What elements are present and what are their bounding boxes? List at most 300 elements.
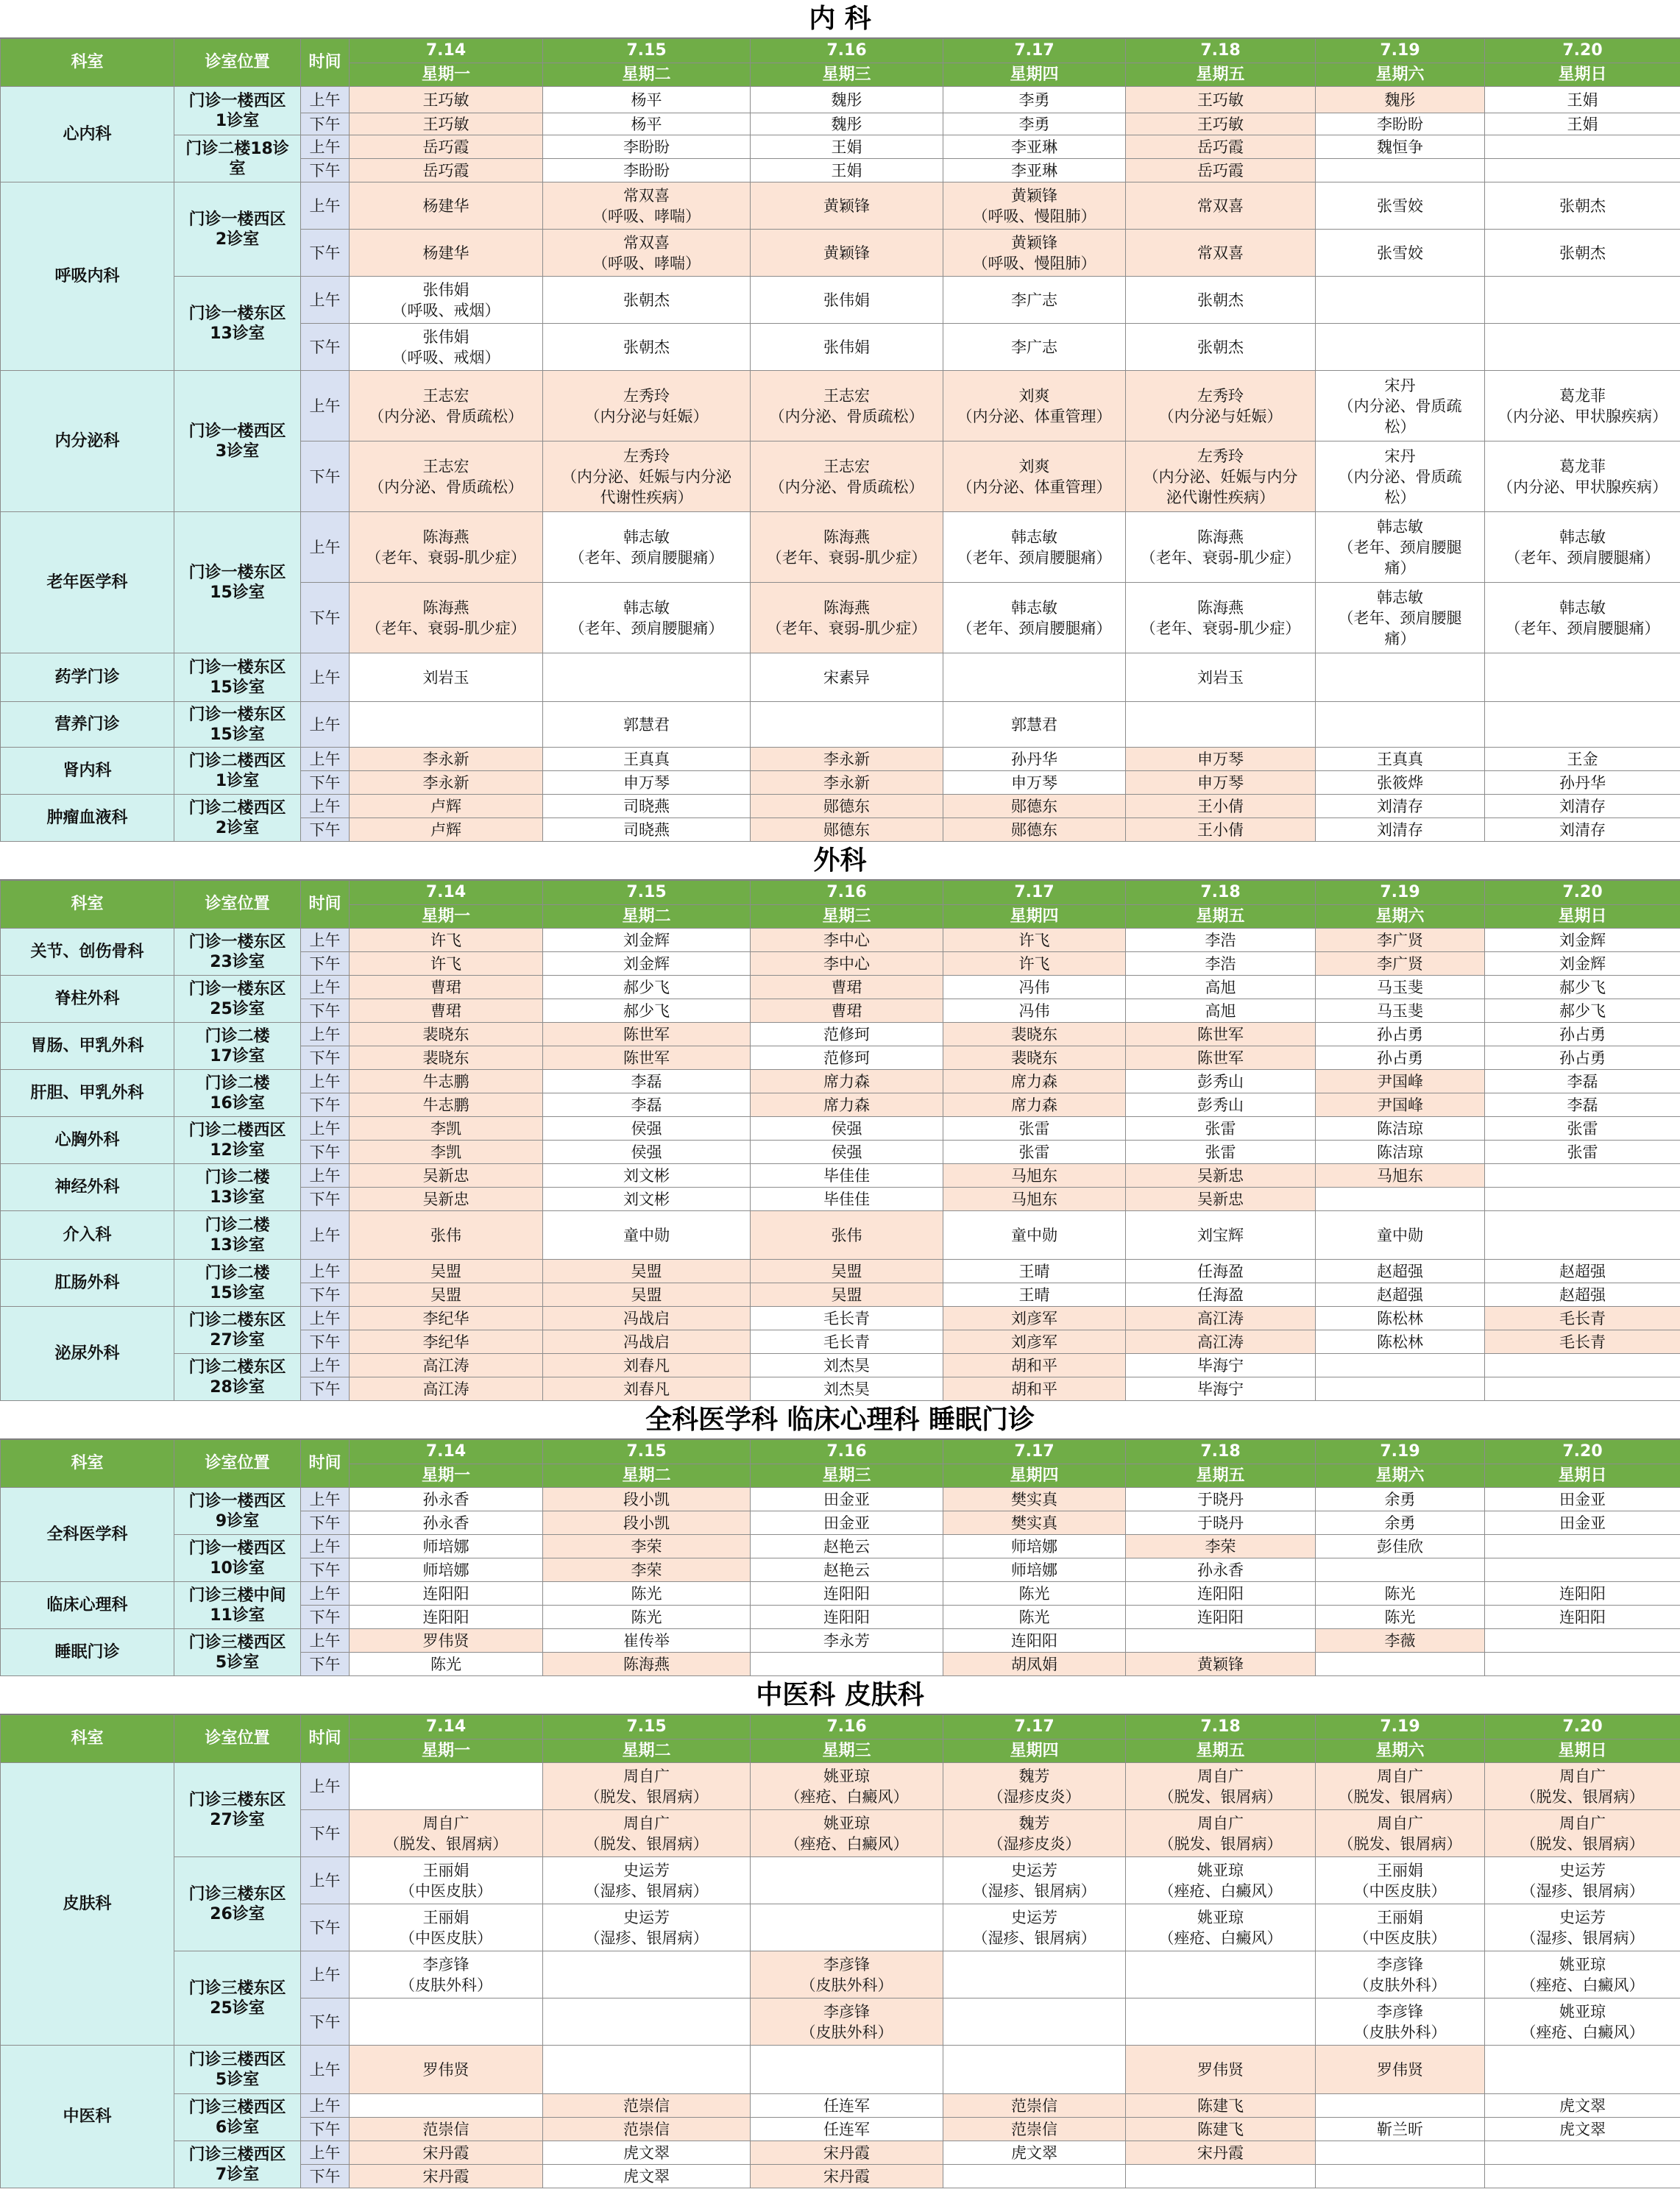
- header-date: 7.14: [350, 881, 543, 905]
- session-time: 上午: [301, 1164, 350, 1188]
- schedule-row: [1, 2046, 1680, 2094]
- clinic-location: 门诊一楼东区 23诊室: [174, 929, 301, 976]
- doctor-cell: 侯强: [751, 1117, 943, 1141]
- doctor-cell: [1126, 1998, 1316, 2046]
- doctor-cell: 陈海燕: [543, 1653, 751, 1676]
- doctor-cell: 范修珂: [751, 1023, 943, 1046]
- session-time: 上午: [301, 1763, 350, 1810]
- doctor-cell: 席力森: [943, 1070, 1126, 1093]
- doctor-cell: 陈海燕 （老年、衰弱-肌少症）: [1126, 583, 1316, 653]
- header-date: 7.16: [751, 1715, 943, 1739]
- doctor-cell: 左秀玲 （内分泌与妊娠）: [543, 371, 751, 441]
- doctor-cell: 张雷: [1485, 1141, 1680, 1164]
- doctor-cell: 余勇: [1316, 1488, 1485, 1511]
- schedule-table: [0, 1439, 1680, 1676]
- header-weekday: 星期三: [751, 1739, 943, 1763]
- doctor-cell: 孙永香: [350, 1511, 543, 1535]
- doctor-cell: 史运芳 （湿疹、银屑病）: [1485, 1904, 1680, 1951]
- session-time: 下午: [301, 1093, 350, 1117]
- doctor-cell: 张筱烨: [1316, 771, 1485, 795]
- header-date: 7.14: [350, 1440, 543, 1464]
- doctor-cell: 吴盟: [543, 1260, 751, 1283]
- doctor-cell: 虎文翠: [543, 2165, 751, 2188]
- doctor-cell: [350, 1763, 543, 1810]
- header-dept: 科室: [1, 1715, 174, 1763]
- doctor-cell: 宋丹 （内分泌、骨质疏 松）: [1316, 441, 1485, 512]
- doctor-cell: 席力森: [751, 1093, 943, 1117]
- doctor-cell: 虎文翠: [1485, 2118, 1680, 2141]
- doctor-cell: 许飞: [350, 952, 543, 976]
- session-time: 下午: [301, 999, 350, 1023]
- doctor-cell: 樊实真: [943, 1511, 1126, 1535]
- doctor-cell: 陈光: [1316, 1582, 1485, 1606]
- doctor-cell: 彭秀山: [1126, 1070, 1316, 1093]
- doctor-cell: 刘清存: [1485, 818, 1680, 842]
- doctor-cell: 范修珂: [751, 1046, 943, 1070]
- session-time: 下午: [301, 1904, 350, 1951]
- doctor-cell: 王真真: [543, 748, 751, 771]
- doctor-cell: 高江涛: [1126, 1330, 1316, 1354]
- session-time: 上午: [301, 1582, 350, 1606]
- doctor-cell: 虎文翠: [943, 2141, 1126, 2165]
- doctor-cell: 刘文彬: [543, 1164, 751, 1188]
- clinic-location: 门诊一楼东区 15诊室: [174, 653, 301, 702]
- session-time: 下午: [301, 1998, 350, 2046]
- session-time: 上午: [301, 2141, 350, 2165]
- doctor-cell: 张朝杰: [1126, 277, 1316, 324]
- doctor-cell: 姚亚琼 （痤疮、白癜风）: [751, 1810, 943, 1857]
- doctor-cell: 曹珺: [751, 976, 943, 999]
- doctor-cell: 师培娜: [350, 1558, 543, 1582]
- doctor-cell: 童中勋: [543, 1211, 751, 1260]
- header-date: 7.18: [1126, 1715, 1316, 1739]
- header-date: 7.18: [1126, 881, 1316, 905]
- doctor-cell: 李盼盼: [1316, 113, 1485, 135]
- schedule-row: [1, 2141, 1680, 2165]
- doctor-cell: 冯伟: [943, 976, 1126, 999]
- header-date: 7.17: [943, 1440, 1126, 1464]
- schedule-row: [1, 1260, 1680, 1283]
- doctor-cell: 刘杰昊: [751, 1377, 943, 1401]
- department-name: 老年医学科: [1, 512, 174, 653]
- doctor-cell: 史运芳 （湿疹、银屑病）: [543, 1904, 751, 1951]
- doctor-cell: 孙永香: [1126, 1558, 1316, 1582]
- doctor-cell: 尹国峰: [1316, 1093, 1485, 1117]
- schedule-row: [1, 1070, 1680, 1093]
- doctor-cell: 张雷: [943, 1141, 1126, 1164]
- doctor-cell: 王真真: [1316, 748, 1485, 771]
- doctor-cell: 周自广 （脱发、银屑病）: [1485, 1810, 1680, 1857]
- doctor-cell: 黄颖锋: [751, 230, 943, 277]
- doctor-cell: 史运芳 （湿疹、银屑病）: [943, 1904, 1126, 1951]
- doctor-cell: 司晓燕: [543, 795, 751, 818]
- doctor-cell: 史运芳 （湿疹、银屑病）: [543, 1857, 751, 1904]
- doctor-cell: 师培娜: [943, 1558, 1126, 1582]
- department-name: 泌尿外科: [1, 1307, 174, 1401]
- header-weekday: 星期五: [1126, 63, 1316, 87]
- section-title: 外科: [0, 842, 1680, 880]
- doctor-cell: 靳兰昕: [1316, 2118, 1485, 2141]
- doctor-cell: 申万琴: [943, 771, 1126, 795]
- doctor-cell: 吴新忠: [1126, 1164, 1316, 1188]
- doctor-cell: 常双喜 （呼吸、哮喘）: [543, 230, 751, 277]
- schedule-table: [0, 880, 1680, 1401]
- doctor-cell: 高江涛: [350, 1377, 543, 1401]
- doctor-cell: 李永新: [751, 748, 943, 771]
- doctor-cell: [751, 1857, 943, 1904]
- header-location: 诊室位置: [174, 1440, 301, 1488]
- doctor-cell: 韩志敏 （老年、颈肩腰腿痛）: [543, 583, 751, 653]
- doctor-cell: 郭慧君: [543, 702, 751, 748]
- session-time: 下午: [301, 1558, 350, 1582]
- doctor-cell: 吴盟: [543, 1283, 751, 1307]
- header-weekday: 星期五: [1126, 905, 1316, 929]
- clinic-location: 门诊三楼东区 27诊室: [174, 1763, 301, 1857]
- doctor-cell: 刘宝辉: [1126, 1211, 1316, 1260]
- session-time: 下午: [301, 1283, 350, 1307]
- doctor-cell: 李浩: [1126, 929, 1316, 952]
- clinic-location: 门诊二楼西区 1诊室: [174, 748, 301, 795]
- doctor-cell: 李永新: [751, 771, 943, 795]
- doctor-cell: 李永新: [350, 771, 543, 795]
- doctor-cell: 罗伟贤: [1316, 2046, 1485, 2094]
- clinic-location: 门诊一楼西区 10诊室: [174, 1535, 301, 1582]
- doctor-cell: 史运芳 （湿疹、银屑病）: [943, 1857, 1126, 1904]
- doctor-cell: 申万琴: [543, 771, 751, 795]
- doctor-cell: 张雷: [1126, 1141, 1316, 1164]
- doctor-cell: 李凯: [350, 1117, 543, 1141]
- clinic-location: 门诊二楼东区 27诊室: [174, 1307, 301, 1354]
- doctor-cell: 刘金辉: [543, 929, 751, 952]
- department-name: 全科医学科: [1, 1488, 174, 1582]
- doctor-cell: 范崇信: [350, 2118, 543, 2141]
- header-weekday: 星期六: [1316, 1464, 1485, 1488]
- schedule-row: [1, 1117, 1680, 1141]
- doctor-cell: 席力森: [751, 1070, 943, 1093]
- header-weekday: 星期一: [350, 1739, 543, 1763]
- doctor-cell: 连阳阳: [1485, 1606, 1680, 1629]
- department-name: 心胸外科: [1, 1117, 174, 1164]
- doctor-cell: 刘爽 （内分泌、体重管理）: [943, 371, 1126, 441]
- doctor-cell: 毛长青: [751, 1330, 943, 1354]
- schedule-row: [1, 1164, 1680, 1188]
- department-name: 肾内科: [1, 748, 174, 795]
- doctor-cell: 李勇: [943, 87, 1126, 113]
- doctor-cell: 刘文彬: [543, 1188, 751, 1211]
- doctor-cell: 毛长青: [1485, 1330, 1680, 1354]
- doctor-cell: 周自广 （脱发、银屑病）: [1485, 1763, 1680, 1810]
- session-time: 上午: [301, 795, 350, 818]
- header-weekday: 星期三: [751, 905, 943, 929]
- doctor-cell: 张伟娟: [751, 324, 943, 371]
- doctor-cell: [1316, 159, 1485, 182]
- doctor-cell: 田金亚: [1485, 1511, 1680, 1535]
- doctor-cell: 连阳阳: [1485, 1582, 1680, 1606]
- session-time: 下午: [301, 324, 350, 371]
- doctor-cell: 赵超强: [1485, 1260, 1680, 1283]
- doctor-cell: 常双喜 （呼吸、哮喘）: [543, 182, 751, 230]
- schedule-row: [1, 1535, 1680, 1558]
- session-time: 下午: [301, 771, 350, 795]
- doctor-cell: 陈世军: [543, 1023, 751, 1046]
- doctor-cell: 韩志敏 （老年、颈肩腰腿痛）: [943, 583, 1126, 653]
- session-time: 上午: [301, 277, 350, 324]
- doctor-cell: 王志宏 （内分泌、骨质疏松）: [350, 441, 543, 512]
- doctor-cell: 张朝杰: [1485, 182, 1680, 230]
- doctor-cell: 刘杰昊: [751, 1354, 943, 1377]
- header-weekday: 星期六: [1316, 905, 1485, 929]
- doctor-cell: 陈建飞: [1126, 2094, 1316, 2118]
- doctor-cell: 郝少飞: [1485, 999, 1680, 1023]
- header-date: 7.19: [1316, 1715, 1485, 1739]
- doctor-cell: 任海盈: [1126, 1260, 1316, 1283]
- doctor-cell: 许飞: [943, 952, 1126, 976]
- doctor-cell: [751, 1904, 943, 1951]
- header-date: 7.20: [1485, 1440, 1680, 1464]
- doctor-cell: 连阳阳: [751, 1606, 943, 1629]
- header-weekday: 星期四: [943, 63, 1126, 87]
- header-time: 时间: [301, 1440, 350, 1488]
- doctor-cell: 许飞: [350, 929, 543, 952]
- session-time: 下午: [301, 1188, 350, 1211]
- doctor-cell: 彭佳欣: [1316, 1535, 1485, 1558]
- header-date: 7.15: [543, 1440, 751, 1464]
- header-date: 7.20: [1485, 1715, 1680, 1739]
- doctor-cell: 宋丹霞: [751, 2165, 943, 2188]
- doctor-cell: 周自广 （脱发、银屑病）: [1126, 1810, 1316, 1857]
- clinic-location: 门诊二楼西区 2诊室: [174, 795, 301, 842]
- doctor-cell: 宋丹 （内分泌、骨质疏 松）: [1316, 371, 1485, 441]
- doctor-cell: [1316, 324, 1485, 371]
- doctor-cell: [943, 1998, 1126, 2046]
- department-name: 肿瘤血液科: [1, 795, 174, 842]
- doctor-cell: 高旭: [1126, 976, 1316, 999]
- doctor-cell: [1485, 1629, 1680, 1653]
- header-location: 诊室位置: [174, 1715, 301, 1763]
- header-weekday: 星期日: [1485, 1464, 1680, 1488]
- doctor-cell: 宋丹霞: [350, 2141, 543, 2165]
- doctor-cell: 曹珺: [350, 976, 543, 999]
- section-title: 全科医学科 临床心理科 睡眠门诊: [0, 1401, 1680, 1439]
- clinic-location: 门诊一楼西区 2诊室: [174, 182, 301, 277]
- doctor-cell: [1485, 135, 1680, 159]
- doctor-cell: 赵超强: [1316, 1283, 1485, 1307]
- doctor-cell: [1316, 1653, 1485, 1676]
- header-dept: 科室: [1, 1440, 174, 1488]
- doctor-cell: 郧德东: [943, 795, 1126, 818]
- doctor-cell: 陈光: [943, 1582, 1126, 1606]
- doctor-cell: 葛龙菲 （内分泌、甲状腺疾病）: [1485, 441, 1680, 512]
- doctor-cell: 周自广 （脱发、银屑病）: [1316, 1763, 1485, 1810]
- doctor-cell: 周自广 （脱发、银屑病）: [350, 1810, 543, 1857]
- doctor-cell: 裴晓东: [350, 1023, 543, 1046]
- doctor-cell: 常双喜: [1126, 182, 1316, 230]
- doctor-cell: [1485, 1188, 1680, 1211]
- doctor-cell: 黄颖锋: [1126, 1653, 1316, 1676]
- department-name: 胃肠、甲乳外科: [1, 1023, 174, 1070]
- doctor-cell: 李磊: [543, 1070, 751, 1093]
- department-name: 关节、创伤骨科: [1, 929, 174, 976]
- doctor-cell: 吴盟: [751, 1260, 943, 1283]
- session-time: 下午: [301, 2165, 350, 2188]
- schedule-row: [1, 87, 1680, 113]
- doctor-cell: 陈海燕 （老年、衰弱-肌少症）: [751, 583, 943, 653]
- doctor-cell: 连阳阳: [350, 1582, 543, 1606]
- doctor-cell: 张朝杰: [1126, 324, 1316, 371]
- doctor-cell: 马旭东: [943, 1188, 1126, 1211]
- doctor-cell: 孙丹华: [943, 748, 1126, 771]
- header-weekday: 星期六: [1316, 1739, 1485, 1763]
- doctor-cell: 黄颖锋: [751, 182, 943, 230]
- doctor-cell: 连阳阳: [350, 1606, 543, 1629]
- doctor-cell: [543, 1998, 751, 2046]
- schedule-row: [1, 702, 1680, 748]
- schedule-row: [1, 1951, 1680, 1998]
- doctor-cell: 刘金辉: [1485, 952, 1680, 976]
- doctor-cell: 马玉斐: [1316, 999, 1485, 1023]
- department-name: 皮肤科: [1, 1763, 174, 2046]
- doctor-cell: 张朝杰: [543, 277, 751, 324]
- header-date: 7.16: [751, 1440, 943, 1464]
- clinic-location: 门诊三楼西区 7诊室: [174, 2141, 301, 2188]
- header-row-dates: [1, 881, 1680, 905]
- schedule-row: [1, 135, 1680, 159]
- doctor-cell: [1316, 2165, 1485, 2188]
- session-time: 上午: [301, 1535, 350, 1558]
- department-name: 肛肠外科: [1, 1260, 174, 1307]
- doctor-cell: 魏彤: [751, 113, 943, 135]
- doctor-cell: 李永新: [350, 748, 543, 771]
- doctor-cell: 张伟: [350, 1211, 543, 1260]
- doctor-cell: [1485, 1354, 1680, 1377]
- doctor-cell: 马旭东: [1316, 1164, 1485, 1188]
- doctor-cell: 左秀玲 （内分泌、妊娠与内分泌 代谢性疾病）: [543, 441, 751, 512]
- header-date: 7.16: [751, 39, 943, 63]
- doctor-cell: 姚亚琼 （痤疮、白癜风）: [1485, 1998, 1680, 2046]
- session-time: 上午: [301, 1488, 350, 1511]
- doctor-cell: 裴晓东: [943, 1023, 1126, 1046]
- header-weekday: 星期五: [1126, 1464, 1316, 1488]
- header-row-dates: [1, 39, 1680, 63]
- doctor-cell: 韩志敏 （老年、颈肩腰腿痛）: [1485, 512, 1680, 583]
- schedule-row: [1, 1354, 1680, 1377]
- header-weekday: 星期一: [350, 1464, 543, 1488]
- doctor-cell: 王娟: [1485, 113, 1680, 135]
- doctor-cell: 吴新忠: [350, 1164, 543, 1188]
- doctor-cell: 毕海宁: [1126, 1354, 1316, 1377]
- doctor-cell: 王巧敏: [1126, 113, 1316, 135]
- doctor-cell: 黄颖锋 （呼吸、慢阻肺）: [943, 182, 1126, 230]
- session-time: 上午: [301, 1023, 350, 1046]
- doctor-cell: [1316, 2094, 1485, 2118]
- session-time: 下午: [301, 1330, 350, 1354]
- doctor-cell: 孙丹华: [1485, 771, 1680, 795]
- doctor-cell: 曹珺: [350, 999, 543, 1023]
- doctor-cell: 孙占勇: [1485, 1023, 1680, 1046]
- doctor-cell: 吴盟: [350, 1260, 543, 1283]
- doctor-cell: 周自广 （脱发、银屑病）: [543, 1810, 751, 1857]
- doctor-cell: 王娟: [751, 159, 943, 182]
- doctor-cell: 彭秀山: [1126, 1093, 1316, 1117]
- schedule-row: [1, 2094, 1680, 2118]
- doctor-cell: 李磊: [543, 1093, 751, 1117]
- session-time: 上午: [301, 702, 350, 748]
- doctor-cell: 高江涛: [1126, 1307, 1316, 1330]
- schedule-row: [1, 795, 1680, 818]
- clinic-location: 门诊一楼西区 9诊室: [174, 1488, 301, 1535]
- doctor-cell: 陈光: [943, 1606, 1126, 1629]
- doctor-cell: 王娟: [1485, 87, 1680, 113]
- doctor-cell: 李纪华: [350, 1307, 543, 1330]
- doctor-cell: 陈光: [1316, 1606, 1485, 1629]
- clinic-location: 门诊一楼西区 1诊室: [174, 87, 301, 135]
- section-title: 内 科: [0, 0, 1680, 38]
- doctor-cell: 刘清存: [1316, 818, 1485, 842]
- doctor-cell: [1316, 2141, 1485, 2165]
- doctor-cell: 李广志: [943, 324, 1126, 371]
- doctor-cell: [1316, 1188, 1485, 1211]
- doctor-cell: 姚亚琼 （痤疮、白癜风）: [1126, 1904, 1316, 1951]
- session-time: 下午: [301, 818, 350, 842]
- doctor-cell: 宋丹霞: [1126, 2141, 1316, 2165]
- department-name: 脊柱外科: [1, 976, 174, 1023]
- doctor-cell: [1485, 1377, 1680, 1401]
- doctor-cell: 魏彤: [751, 87, 943, 113]
- schedule-row: [1, 929, 1680, 952]
- doctor-cell: 李磊: [1485, 1070, 1680, 1093]
- doctor-cell: 黄颖锋 （呼吸、慢阻肺）: [943, 230, 1126, 277]
- doctor-cell: 孙占勇: [1485, 1046, 1680, 1070]
- header-weekday: 星期五: [1126, 1739, 1316, 1763]
- clinic-location: 门诊一楼东区 15诊室: [174, 512, 301, 653]
- department-name: 神经外科: [1, 1164, 174, 1211]
- doctor-cell: 田金亚: [751, 1511, 943, 1535]
- doctor-cell: 杨建华: [350, 182, 543, 230]
- doctor-cell: 师培娜: [943, 1535, 1126, 1558]
- doctor-cell: 王晴: [943, 1283, 1126, 1307]
- schedule-row: [1, 371, 1680, 441]
- doctor-cell: 张伟娟 （呼吸、戒烟）: [350, 277, 543, 324]
- clinic-location: 门诊一楼东区 15诊室: [174, 702, 301, 748]
- doctor-cell: 刘彦军: [943, 1307, 1126, 1330]
- schedule-row: [1, 1582, 1680, 1606]
- department-name: 肝胆、甲乳外科: [1, 1070, 174, 1117]
- session-time: 上午: [301, 976, 350, 999]
- doctor-cell: 吴盟: [350, 1283, 543, 1307]
- doctor-cell: 范崇信: [943, 2118, 1126, 2141]
- doctor-cell: 韩志敏 （老年、颈肩腰腿痛）: [1485, 583, 1680, 653]
- header-weekday: 星期六: [1316, 63, 1485, 87]
- doctor-cell: 李彦锋 （皮肤外科）: [350, 1951, 543, 1998]
- schedule-row: [1, 1629, 1680, 1653]
- doctor-cell: 张伟娟 （呼吸、戒烟）: [350, 324, 543, 371]
- doctor-cell: 岳巧霞: [1126, 159, 1316, 182]
- doctor-cell: 赵艳云: [751, 1558, 943, 1582]
- doctor-cell: 申万琴: [1126, 771, 1316, 795]
- doctor-cell: 王金: [1485, 748, 1680, 771]
- header-location: 诊室位置: [174, 39, 301, 87]
- clinic-location: 门诊二楼 13诊室: [174, 1211, 301, 1260]
- doctor-cell: 李荣: [1126, 1535, 1316, 1558]
- doctor-cell: 周自广 （脱发、银屑病）: [543, 1763, 751, 1810]
- doctor-cell: [1316, 702, 1485, 748]
- doctor-cell: 牛志鹏: [350, 1070, 543, 1093]
- session-time: 上午: [301, 1629, 350, 1653]
- doctor-cell: 王小倩: [1126, 795, 1316, 818]
- doctor-cell: 陈洁琼: [1316, 1141, 1485, 1164]
- doctor-cell: [1316, 277, 1485, 324]
- session-time: 下午: [301, 1511, 350, 1535]
